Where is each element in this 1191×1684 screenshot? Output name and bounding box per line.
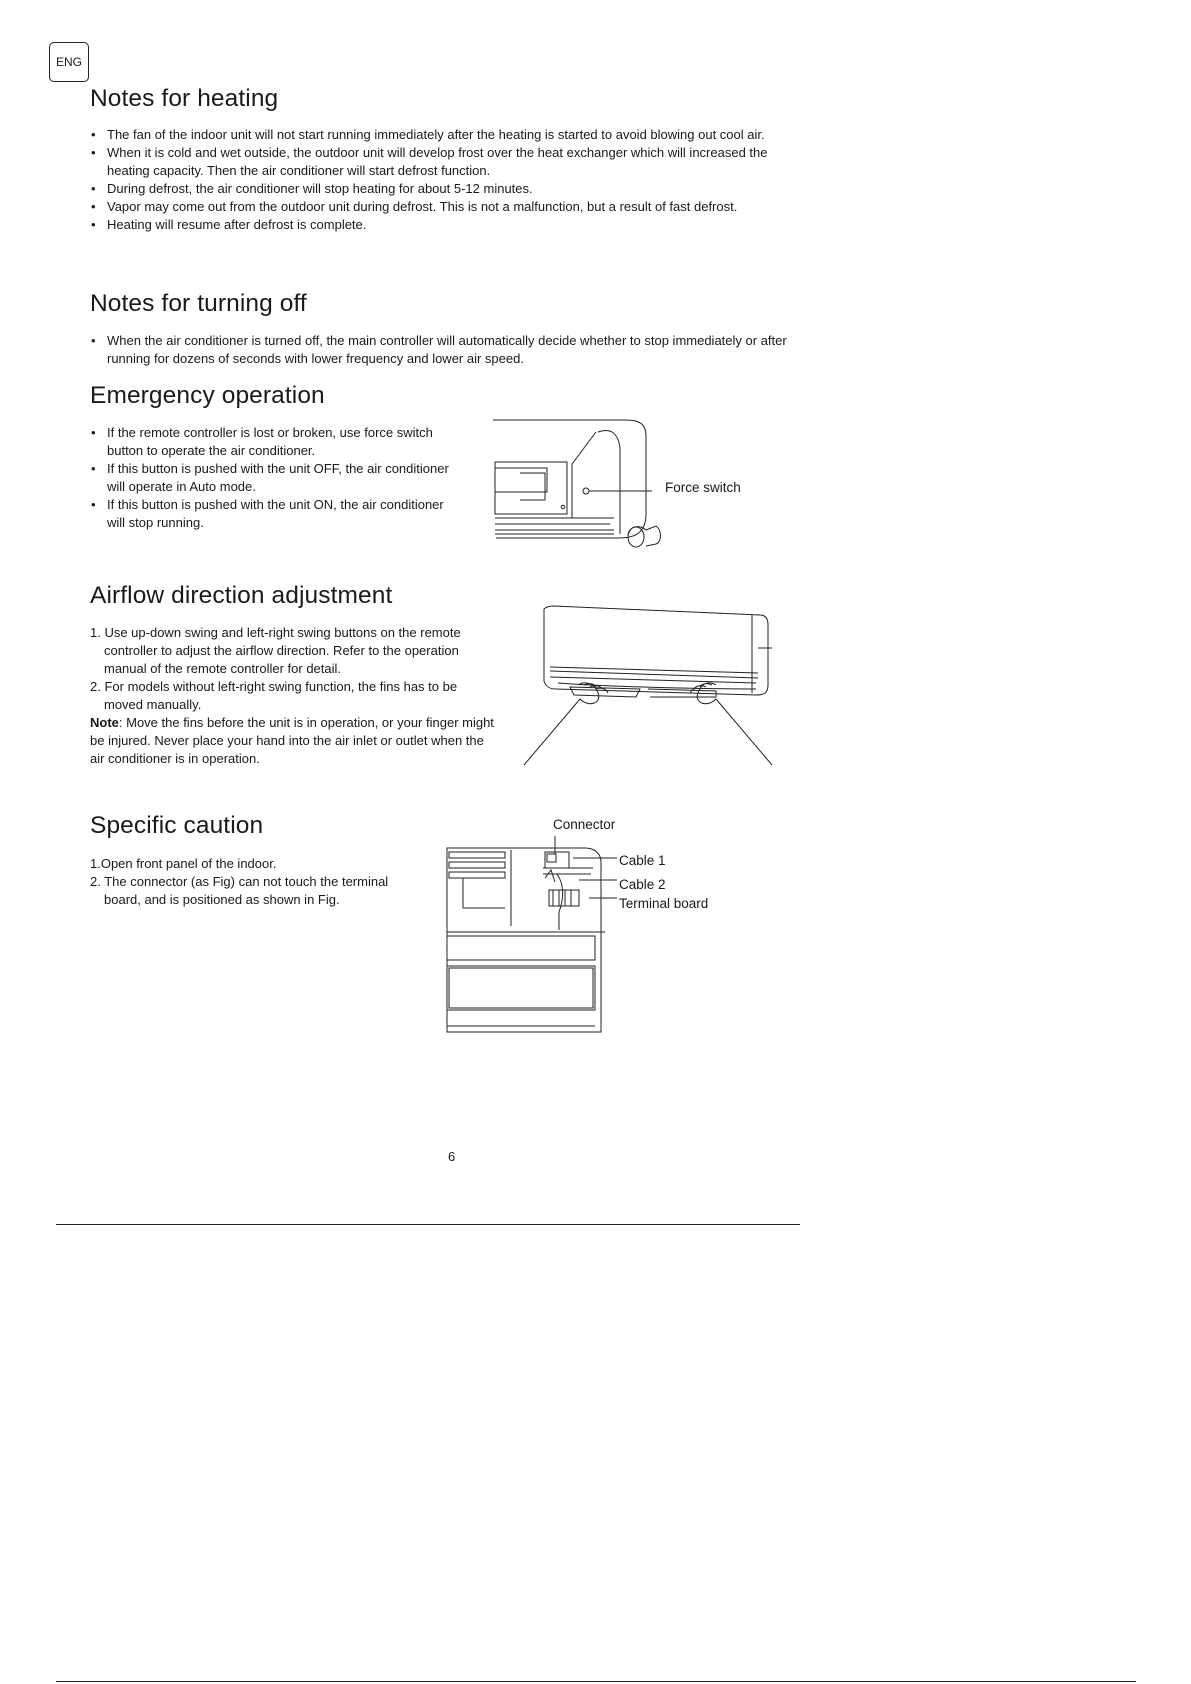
list-item: • If this button is pushed with the unit ON, the air conditioner will stop running.	[90, 496, 465, 532]
bottom-divider	[56, 1681, 1136, 1682]
note-label: Note	[90, 715, 119, 730]
list-item: • Vapor may come out from the outdoor unit during defrost. This is not a malfunction, but a result of fast defrost.	[90, 198, 790, 216]
caution-steps-list	[90, 855, 420, 909]
list-item: • When it is cold and wet outside, the outdoor unit will develop frost over the heat exchanger which will increased the heating capacity. Then the air conditioner will start defrost function.	[90, 144, 790, 180]
list-item: 2. For models without left-right swing function, the fins has to be moved manually.	[90, 679, 458, 712]
list-item: • If this button is pushed with the unit OFF, the air conditioner will operate in Auto mode.	[90, 460, 465, 496]
list-item: 2. The connector (as Fig) can not touch the terminal board, and is positioned as shown in Fig.	[90, 874, 389, 907]
airflow-adjustment-figure	[520, 605, 780, 770]
list-item: • The fan of the indoor unit will not start running immediately after the heating is started to avoid blowing out cool air.	[90, 126, 790, 144]
turning-off-notes-list	[90, 332, 790, 368]
indoor-unit-side-figure	[490, 418, 690, 560]
list-item: • When the air conditioner is turned off, the main controller will automatically decide whether to stop immediately or after running for dozens of seconds with lower frequency and lower air speed.	[90, 332, 790, 368]
airflow-section-title: Airflow direction adjustment	[90, 582, 393, 609]
list-item: 1.Open front panel of the indoor.	[90, 856, 277, 871]
cable1-label: Cable 1	[619, 853, 666, 868]
emergency-section-title: Emergency operation	[90, 382, 325, 409]
caution-section-title: Specific caution	[90, 812, 264, 839]
turning-off-section-title: Notes for turning off	[90, 290, 307, 317]
list-item: 1. Use up-down swing and left-right swing buttons on the remote controller to adjust the airflow direction. Refer to the operation manual of the remote controller for detail.	[90, 625, 461, 676]
heating-notes-list	[90, 126, 790, 234]
page-divider	[56, 1224, 800, 1225]
list-item: • Heating will resume after defrost is complete.	[90, 216, 790, 234]
page-number: 6	[448, 1149, 456, 1164]
emergency-notes-list	[90, 424, 465, 532]
airflow-instructions	[90, 624, 495, 768]
list-item: • During defrost, the air conditioner will stop heating for about 5-12 minutes.	[90, 180, 790, 198]
heating-section-title: Notes for heating	[90, 85, 279, 112]
airflow-note	[90, 714, 495, 768]
note-text: : Move the fins before the unit is in operation, or your finger might be injured. Never place your hand into the air inlet or outlet when the air conditioner is in operation.	[90, 715, 494, 766]
terminal-board-label: Terminal board	[619, 896, 709, 911]
force-switch-label: Force switch	[665, 480, 741, 495]
airflow-steps-list	[90, 624, 495, 714]
cable2-label: Cable 2	[619, 877, 666, 892]
connector-label: Connector	[553, 817, 616, 832]
list-item: • If the remote controller is lost or broken, use force switch button to operate the air conditioner.	[90, 424, 465, 460]
language-badge: ENG	[49, 42, 89, 82]
